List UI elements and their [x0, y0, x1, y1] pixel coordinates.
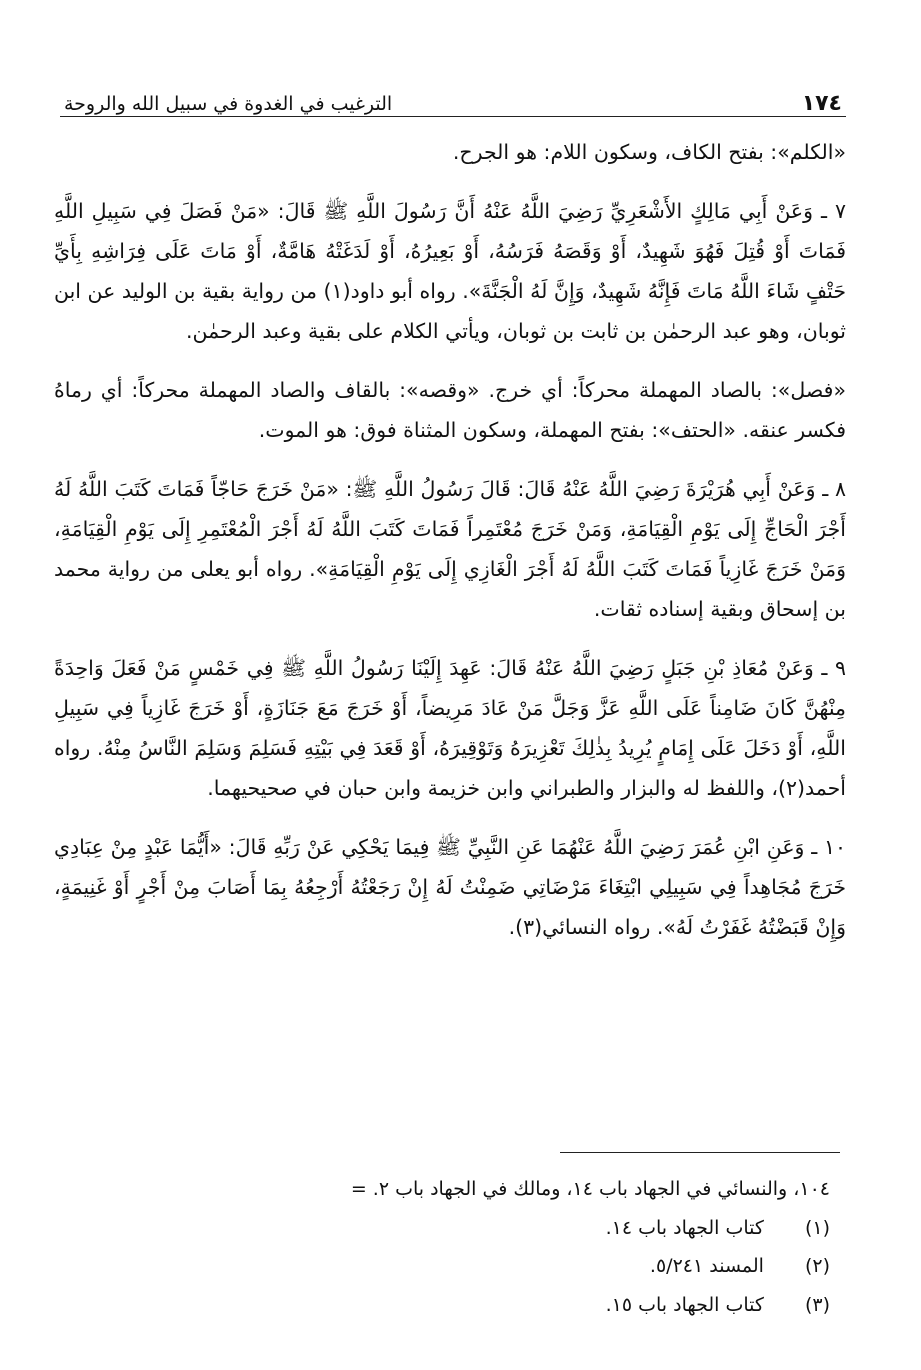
footnote-divider [560, 1152, 840, 1153]
footnote-marker: (٢) [804, 1255, 830, 1277]
footnotes [100, 1170, 830, 1324]
main-text [54, 132, 846, 966]
paragraph-hadith-9: ٩ ـ وَعَنْ مُعَاذِ بْنِ جَبَلٍ رَضِيَ اللَّهُ عَنْهُ قَالَ: عَهِدَ إِلَيْنَا رَسُولُ اللَّهِ ﷺ فِي خَمْسٍ مَنْ فَعَلَ وَاحِدَةً مِنْهُنَّ كَانَ ضَامِناً عَلَى اللَّهِ عَزَّ وَجَلَّ مَنْ عَادَ مَرِيضاً، أَوْ خَرَجَ مَعَ جَنَازَةٍ، أَوْ خَرَجَ غَازِياً فِي سَبِيلِ اللَّهِ، أَوْ دَخَلَ عَلَى إِمَامٍ يُرِيدُ بِذٰلِكَ تَعْزِيرَهُ وَتَوْقِيرَهُ، أَوْ قَعَدَ فِي بَيْتِهِ فَسَلِمَ وَسَلِمَ النَّاسُ مِنْهُ. رواه أحمد(٢)، واللفظ له والبزار والطبراني وابن خزيمة وابن حبان في صحيحيهما. [54, 656, 846, 800]
running-header [60, 86, 846, 117]
footnote-text: كتاب الجهاد باب ١٤. [605, 1216, 764, 1239]
paragraph-gloss-fasal: «فصل»: بالصاد المهملة محركاً: أي خرج. «وقصه»: بالقاف والصاد المهملة محركاً: أي رماهُ فكسر عنقه. «الحتف»: بفتح المهملة، وسكون المثناة فوق: هو الموت. [54, 378, 846, 442]
continuation-text: ١٠٤، والنسائي في الجهاد باب ١٤، ومالك في الجهاد باب ٢. [372, 1178, 830, 1200]
page-number: ١٧٤ [801, 91, 842, 116]
footnote-1 [100, 1209, 830, 1248]
footnote-marker: (٣) [804, 1293, 830, 1316]
footnote-continuation [100, 1170, 830, 1209]
footnote-3 [100, 1286, 830, 1325]
footnote-text: المسند ٥/٢٤١. [649, 1255, 764, 1277]
footnote-2 [100, 1247, 830, 1286]
paragraph-gloss-kalm: «الكلم»: بفتح الكاف، وسكون اللام: هو الجرح. [452, 140, 846, 164]
running-title: الترغيب في الغدوة في سبيل الله والروحة [64, 93, 393, 115]
paragraph-hadith-7: ٧ ـ وَعَنْ أَبِي مَالِكٍ الأَشْعَرِيِّ رَضِيَ اللَّهُ عَنْهُ أَنَّ رَسُولَ اللَّهِ ﷺ قَالَ: «مَنْ فَصَلَ فِي سَبِيلِ اللَّهِ فَمَاتَ أَوْ قُتِلَ فَهُوَ شَهِيدٌ، أَوْ وَقَصَهُ فَرَسُهُ، أَوْ بَعِيرُهُ، أَوْ لَدَغَتْهُ هَامَّةٌ، أَوْ مَاتَ عَلَى فِرَاشِهِ بِأَيِّ حَتْفٍ شَاءَ اللَّهُ مَاتَ فَإِنَّهُ شَهِيدٌ، وَإِنَّ لَهُ الْجَنَّةَ». رواه أبو داود(١) من رواية بقية بن الوليد عن ابن ثوبان، وهو عبد الرحمٰن بن ثابت بن ثوبان، ويأتي الكلام على بقية وعبد الرحمٰن. [54, 199, 846, 343]
footnote-text: كتاب الجهاد باب ١٥. [605, 1293, 764, 1316]
continuation-mark: = [350, 1178, 367, 1200]
paragraph-hadith-10: ١٠ ـ وَعَنِ ابْنِ عُمَرَ رَضِيَ اللَّهُ عَنْهُمَا عَنِ النَّبِيِّ ﷺ فِيمَا يَحْكِي عَنْ رَبِّهِ قَالَ: «أَيُّمَا عَبْدٍ مِنْ عِبَادِي خَرَجَ مُجَاهِداً فِي سَبِيلِي ابْتِغَاءَ مَرْضَاتِي ضَمِنْتُ لَهُ إِنْ رَجَعْتُهُ أَرْجِعُهُ بِمَا أَصَابَ مِنْ أَجْرٍ أَوْ غَنِيمَةٍ، وَإِنْ قَبَضْتُهُ غَفَرْتُ لَهُ». رواه النسائي(٣). [54, 835, 846, 939]
footnote-marker: (١) [804, 1216, 830, 1239]
paragraph-hadith-8: ٨ ـ وَعَنْ أَبِي هُرَيْرَةَ رَضِيَ اللَّهُ عَنْهُ قَالَ: قَالَ رَسُولُ اللَّهِ ﷺ: «مَنْ خَرَجَ حَاجّاً فَمَاتَ كَتَبَ اللَّهُ لَهُ أَجْرَ الْحَاجِّ إِلَى يَوْمِ الْقِيَامَةِ، وَمَنْ خَرَجَ مُعْتَمِراً فَمَاتَ كَتَبَ اللَّهُ لَهُ أَجْرَ الْمُعْتَمِرِ إِلَى يَوْمِ الْقِيَامَةِ، وَمَنْ خَرَجَ غَازِياً فَمَاتَ كَتَبَ اللَّهُ لَهُ أَجْرَ الْغَازِي إِلَى يَوْمِ الْقِيَامَةِ». رواه أبو يعلى من رواية محمد بن إسحاق وبقية إسناده ثقات. [54, 477, 846, 621]
